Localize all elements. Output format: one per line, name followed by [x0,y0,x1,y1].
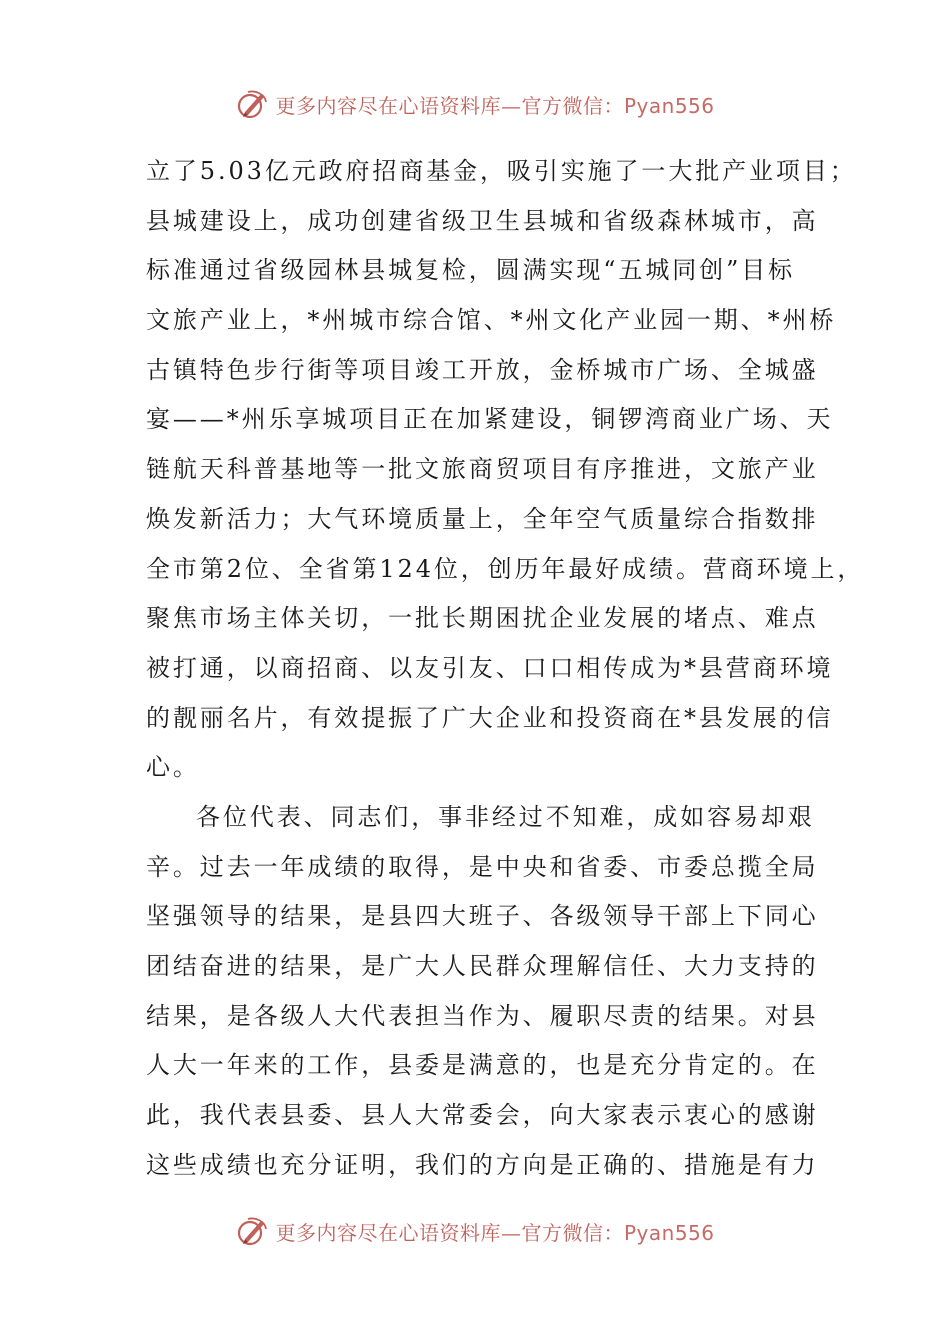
header-banner [0,84,950,124]
text-line: 立了5.03亿元政府招商基金，吸引实施了一大批产业项目； [146,157,857,185]
wechat-id: Pyan556 [623,1220,715,1245]
document-body [146,147,865,1190]
text-line: 团结奋进的结果，是广大人民群众理解信任、大力支持的 [146,952,819,980]
text-line: 人大一年来的工作，县委是满意的，也是充分肯定的。在 [146,1051,819,1080]
banner-text: 更多内容尽在心语资料库—官方微信：Pyan556 [275,1220,715,1245]
text-line: 此，我代表县委、县人大常委会，向大家表示衷心的感谢 [146,1101,819,1130]
pen-logo-icon [235,86,271,122]
text-line: 县城建设上，成功创建省级卫生县城和省级森林城市，高 [146,206,819,235]
text-line: 的靓丽名片，有效提振了广大企业和投资商在*县发展的信 [146,703,834,732]
text-line: 坚强领导的结果，是县四大班子、各级领导干部上下同心 [146,902,819,931]
wechat-id: Pyan556 [623,93,715,118]
text-line: 文旅产业上，*州城市综合馆、*州文化产业园一期、*州桥 [146,306,837,335]
text-line: 心。 [146,753,200,782]
text-line: 全市第2位、全省第124位，创历年最好成绩。营商环境上， [146,554,865,583]
footer-banner [0,1211,950,1251]
text-line: 焕发新活力；大气环境质量上，全年空气质量综合指数排 [146,504,819,533]
text-line: 聚焦市场主体关切，一批长期困扰企业发展的堵点、难点 [146,604,819,633]
text-line: 被打通，以商招商、以友引友、口口相传成为*县营商环境 [146,653,834,682]
text-line: 标准通过省级园林县城复检，圆满实现“五城同创”目标 [146,256,796,285]
text-line: 宴——*州乐享城项目正在加紧建设，铜锣湾商业广场、天 [146,405,834,434]
text-line: 链航天科普基地等一批文旅商贸项目有序推进，文旅产业 [146,455,819,484]
pen-logo-icon [235,1213,271,1249]
text-line: 古镇特色步行街等项目竣工开放，金桥城市广场、全城盛 [146,355,819,384]
text-line: 这些成绩也充分证明，我们的方向是正确的、措施是有力 [146,1150,819,1179]
text-line: 辛。过去一年成绩的取得，是中央和省委、市委总揽全局 [146,852,819,881]
text-line: 结果，是各级人大代表担当作为、履职尽责的结果。对县 [146,1001,819,1030]
banner-text: 更多内容尽在心语资料库—官方微信：Pyan556 [275,93,715,118]
paragraph-start-line: 各位代表、同志们，事非经过不知难，成如容易却艰 [196,802,815,831]
